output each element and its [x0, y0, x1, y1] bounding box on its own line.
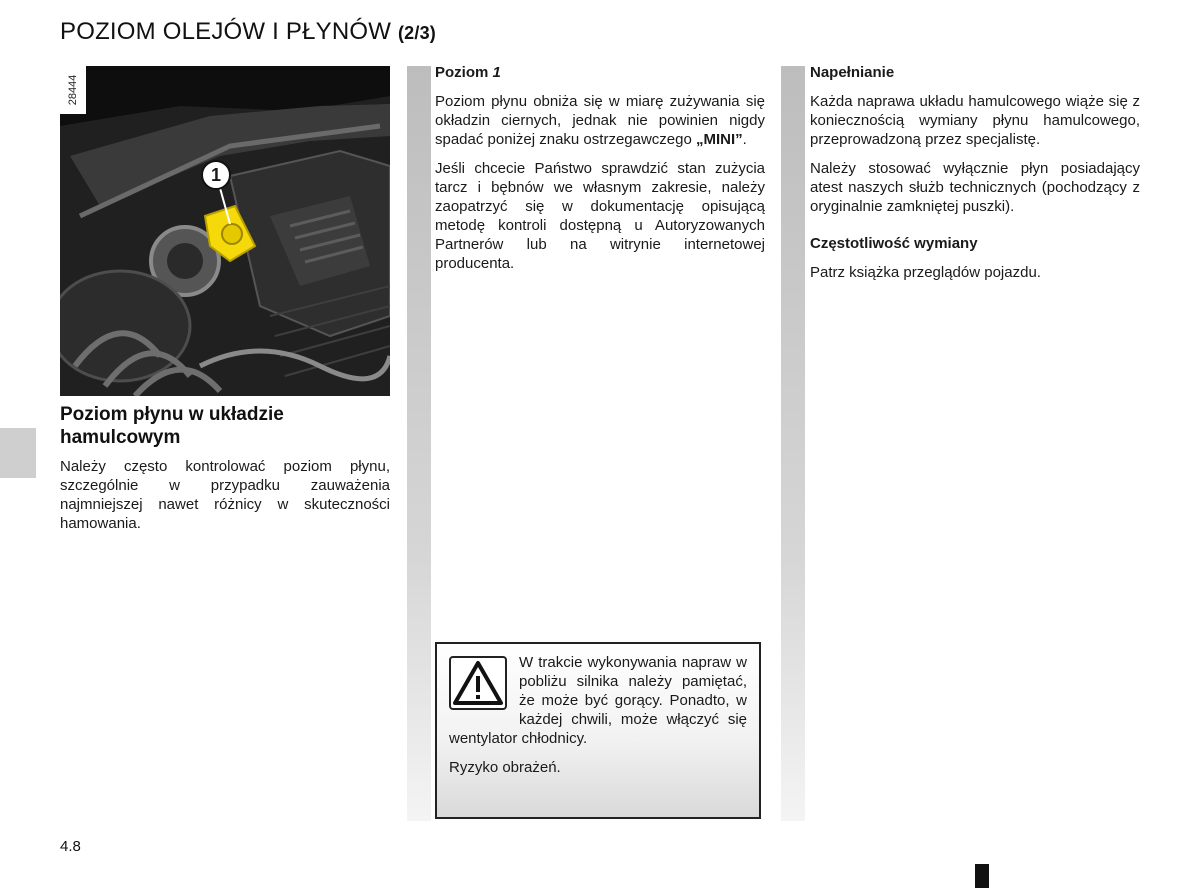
column-2 — [435, 63, 765, 283]
page-title-text: POZIOM OLEJÓW I PŁYNÓW — [60, 18, 392, 45]
column-separator-2 — [781, 66, 805, 821]
engine-illustration — [60, 66, 390, 396]
section-title-brake-fluid: Poziom płynu w układzie hamulcowym — [60, 404, 284, 448]
paragraph-level-drop — [435, 92, 765, 149]
paragraph-level-drop-text: Poziom płynu obniża się w miarę zużywania się okładzin ciernych, jednak nie powinien nigdy spadać poniżej znaku ostrzegawczego — [435, 93, 765, 148]
warning-triangle-svg — [451, 658, 505, 708]
paragraph-level-drop-end: . — [742, 131, 747, 148]
chapter-tab — [0, 428, 36, 478]
column-1-text — [60, 457, 390, 543]
paragraph-service-book: Patrz książka przeglądów pojazdu. — [810, 264, 1041, 281]
paragraph-check-level: Należy często kontrolować poziom płynu, szczególnie w przypadku zauważenia najmniejszej nawet różnicy w skuteczności hamowania. — [60, 458, 390, 532]
heading-level-number: 1 — [492, 64, 501, 81]
heading-level-label: Poziom — [435, 64, 493, 81]
page-number: 4.8 — [60, 838, 81, 855]
warning-text-hot-engine: W trakcie wykonywania napraw w pobliżu silnika należy pamiętać, że może być gorący. Ponadto, w każdej chwili, może włączyć się wentylator chłodnicy. — [449, 654, 747, 747]
warning-triangle-icon — [449, 656, 507, 710]
engine-bay-photo — [60, 66, 390, 396]
mini-mark-label: „MINI” — [696, 131, 743, 148]
paragraph-filling-fluid: Należy stosować wyłącznie płyn posiadający atest naszych służb technicznych (pochodzący z oryginalnie zamkniętej puszki). — [810, 160, 1140, 215]
paragraph-wear-check: Jeśli chcecie Państwo sprawdzić stan zużycia tarcz i bębnów we własnym zakresie, należy zaopatrzyć się w dokumentację opisującą metodę kontroli dostępną u Autoryzowanych Partnerów lub na witrynie internetowej producenta. — [435, 160, 765, 272]
heading-filling: Napełnianie — [810, 64, 895, 81]
figure-code-text: 28444 — [67, 74, 79, 106]
corner-marker — [975, 864, 989, 888]
column-separator-1 — [407, 66, 431, 821]
heading-level-1 — [435, 63, 765, 82]
warning-box — [435, 642, 761, 819]
figure-code — [60, 66, 86, 114]
paragraph-filling-repair: Każda naprawa układu hamulcowego wiąże się z koniecznością wymiany płynu hamulcowego, przeprowadzoną przez specjalistę. — [810, 93, 1140, 148]
page-count: (2/3) — [397, 23, 436, 43]
callout-1 — [201, 160, 231, 190]
warning-text-injury-risk: Ryzyko obrażeń. — [449, 759, 561, 776]
heading-replacement-frequency: Częstotliwość wymiany — [810, 235, 978, 252]
page-title — [60, 18, 436, 46]
column-3 — [810, 63, 1140, 292]
callout-number: 1 — [210, 165, 221, 185]
